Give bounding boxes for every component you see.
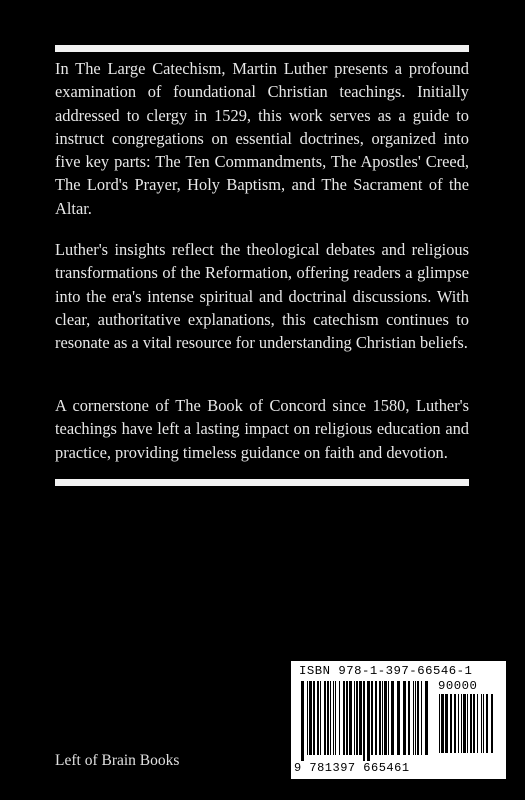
ean-digits: 9 781397 665461 [294,761,410,775]
top-divider [55,45,469,52]
bottom-divider [55,479,469,486]
addon-barcode-bars [439,694,499,759]
blurb-paragraph-3: A cornerstone of The Book of Concord since 1580, Luther's teachings have left a lasting impact on religious education and practice, providing timeless guidance on faith and devotion. [55,396,469,462]
ean-barcode-bars [301,681,431,761]
blurb-paragraph-2: Luther's insights reflect the theological debates and religious transformations of the Reformation, offering readers a glimpse into the era's intense spiritual and doctrinal discussions. With clear, authoritative explanations, this catechism continues to resonate as a vital resource for understanding Christian beliefs. [55,240,469,353]
price-addon-digits: 90000 [438,679,478,693]
blurb-paragraph-1: In The Large Catechism, Martin Luther presents a profound examination of foundational Christian teachings. Initially addressed to clergy in 1529, this work serves as a guide to instruct congregations on essential doctrines, organized into five key parts: The Ten Commandments, The Apostles' Creed, The Lord's Prayer, Holy Baptism, and The Sacrament of the Altar. [55,59,469,218]
publisher-name: Left of Brain Books [55,752,180,769]
isbn-label: ISBN 978-1-397-66546-1 [299,664,473,678]
isbn-barcode [291,661,506,779]
